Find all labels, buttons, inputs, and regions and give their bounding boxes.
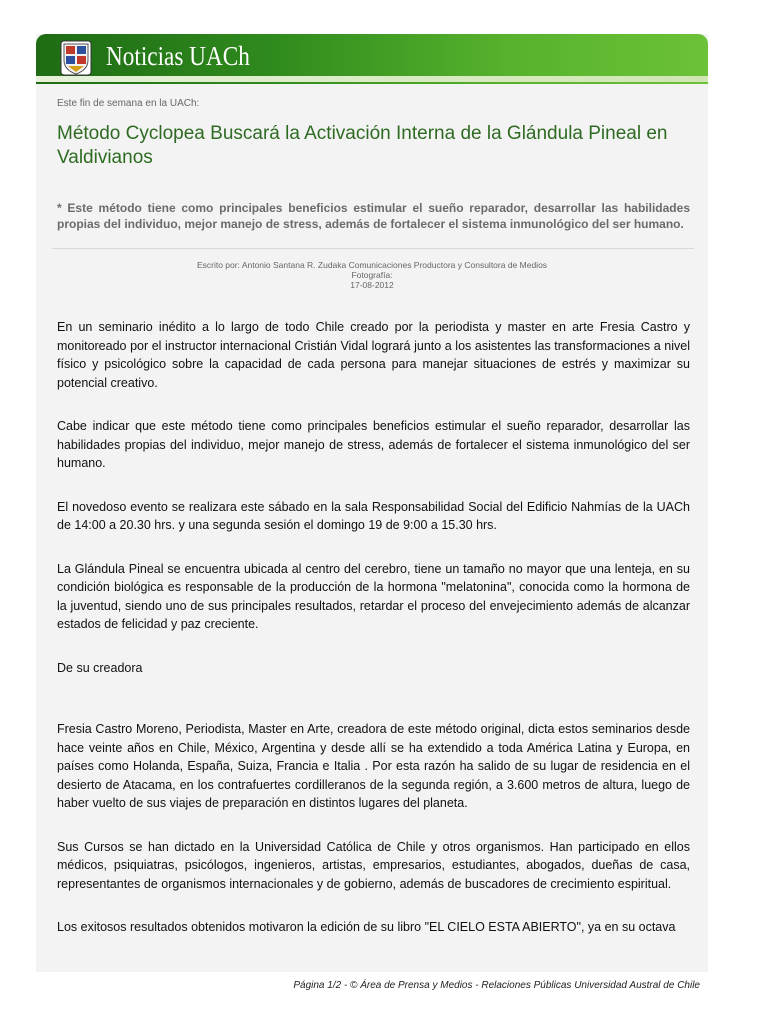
banner-stripe: [36, 76, 708, 82]
paragraph: Cabe indicar que este método tiene como principales beneficios estimular el sueño reparador, desarrollar las habilidades propias del individuo, mejor manejo de stress, además de fortalecer el sistema inmunológico del ser humano.: [57, 419, 690, 470]
byline: [36, 260, 708, 290]
paragraph: El novedoso evento se realizara este sábado en la sala Responsabilidad Social del Edificio Nahmías de la UACh de 14:00 a 20.30 hrs. y una segunda sesión el domingo 19 de 9:00 a 15.30 hrs.: [57, 499, 690, 532]
kicker: Este fin de semana en la UACh:: [57, 98, 200, 109]
paragraph: La Glándula Pineal se encuentra ubicada al centro del cerebro, tiene un tamaño no mayor que una lenteja, en su condición biológica es responsable de la producción de la hormona "melatonina", conocida como la hormona de la juventud, siendo uno de sus principales resultados, retardar el proceso del envejecimiento además de alcanzar estados de felicidad y paz creciente.: [57, 561, 690, 631]
paragraph: Sus Cursos se han dictado en la Universidad Católica de Chile y otros organismos. Han participado en ellos médicos, psiquiatras, psicólogos, ingenieros, artistas, empresarios, estudiantes, abogados, dueñas de casa, representantes de organismos internacionales y de gobierno, además de buscadores de crecimiento espiritual.: [57, 839, 690, 891]
page-footer: Página 1/2 - © Área de Prensa y Medios - Relaciones Públicas Universidad Austral de Chile: [293, 980, 700, 991]
byline-date: 17-08-2012: [350, 280, 394, 290]
paragraph: Fresia Castro Moreno, Periodista, Master en Arte, creadora de este método original, dicta estos seminarios desde hace veinte años en Chile, México, Argentina y desde allí se ha extendido a toda América Latina y Europa, en países como Holanda, España, Suiza, Francia e Italia . Por esta razón ha salido de su lugar de residencia en el desierto de Atacama, en los contrafuertes cordilleranos de la segunda región, a 3.600 metros de altura, luego de haber vuelto de sus viajes de preparación en distintos lugares del planeta.: [57, 722, 690, 810]
document-page: [36, 34, 708, 972]
section-heading: De su creadora: [57, 660, 143, 675]
paragraph: En un seminario inédito a lo largo de todo Chile creado por la periodista y master en arte Fresia Castro y monitoreado por el instructor internacional Cristián Vidal logrará junto a los asistentes las transformaciones a nivel físico y psicológico sobre la capacidad de cada persona para manejar situaciones de estrés y maximizar su potencial creativo.: [57, 320, 690, 390]
university-shield-logo-icon: [60, 40, 92, 76]
divider: [52, 248, 694, 249]
paragraph: Los exitosos resultados obtenidos motivaron la edición de su libro "EL CIELO ESTA ABIERTO", ya en su octava: [57, 920, 676, 934]
byline-photo: Fotografía:: [351, 270, 393, 280]
header-banner: [36, 34, 708, 84]
article-title: Método Cyclopea Buscará la Activación Interna de la Glándula Pineal en Valdivianos: [57, 123, 668, 168]
byline-author: Escrito por: Antonio Santana R. Zudaka Comunicaciones Productora y Consultora de Medios: [196, 260, 548, 270]
article-body: [57, 318, 690, 937]
brand-title: Noticias UACh: [106, 41, 250, 71]
article-summary: * Este método tiene como principales beneficios estimular el sueño reparador, desarrollar las habilidades propias del individuo, mejor manejo de stress, además de fortalecer el sistema inmunológico del ser humano.: [57, 201, 690, 231]
